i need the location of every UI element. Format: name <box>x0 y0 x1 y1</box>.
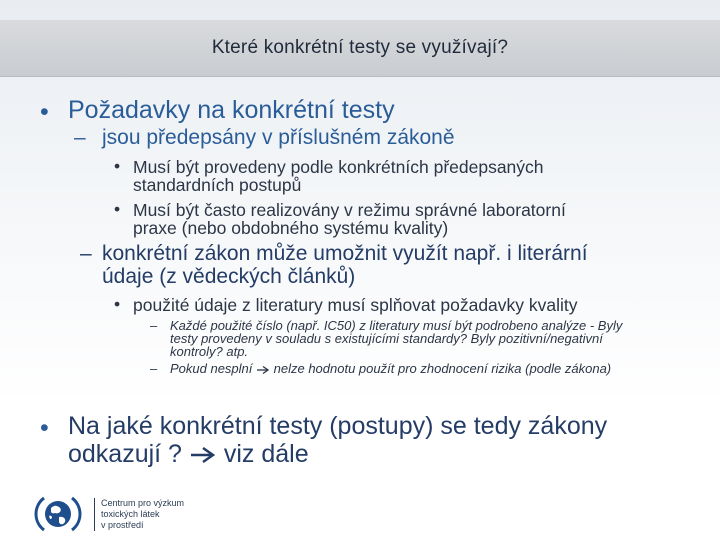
logo-line: Centrum pro výzkum <box>101 498 185 508</box>
bullet-marker: • <box>40 98 49 126</box>
slide-title: Které konkrétní testy se využívají? <box>211 37 509 58</box>
dash-marker: – <box>74 126 86 149</box>
bullet-marker: • <box>114 199 121 219</box>
bullet-ic50-2: testy provedeny v souladu s existujícími standardy? Byly pozitivní/negativní <box>170 331 603 346</box>
arrow-right-icon <box>256 365 270 375</box>
bullet-which-tests-2 <box>68 440 309 469</box>
logo-text <box>94 498 184 531</box>
bullet-literature-1: konkrétní zákon může umožnit využít např. i literární <box>102 242 588 265</box>
bullet-standard-procedures-2: standardních postupů <box>133 175 302 195</box>
bullet-requirements: Požadavky na konkrétní testy <box>68 96 395 124</box>
bullet-standard-procedures-1: Musí být provedeny podle konkrétních předepsaných <box>133 157 544 177</box>
dash-marker: – <box>150 361 158 376</box>
bullet-prescribed-by-law: jsou předepsány v příslušném zákoně <box>102 126 455 149</box>
bullet-not-met-pre: Pokud nesplní <box>170 361 257 376</box>
bullet-quality-requirements: použité údaje z literatury musí splňovat požadavky kvality <box>133 295 578 315</box>
bullet-which-tests-pre: odkazují ? <box>68 440 189 468</box>
bullet-ic50-3: kontroly? atp. <box>170 344 249 359</box>
bullet-marker: • <box>40 414 49 442</box>
dash-marker: – <box>80 242 92 265</box>
bullet-glp-1: Musí být často realizovány v režimu správné laboratorní <box>133 200 566 220</box>
bullet-marker: • <box>114 156 121 176</box>
globe-logo-icon <box>34 490 82 538</box>
arrow-right-icon <box>189 445 217 465</box>
bullet-not-met <box>170 361 611 376</box>
bullet-which-tests-post: viz dále <box>216 440 309 468</box>
bullet-literature-2: údaje (z vědeckých článků) <box>102 265 356 288</box>
bullet-ic50-1: Každé použité číslo (např. IC50) z literatury musí být podrobeno analýze - Byly <box>170 318 623 333</box>
logo-line: v prostředí <box>101 520 144 530</box>
bullet-glp-2: praxe (nebo obdobného systému kvality) <box>133 218 449 238</box>
logo-line: toxických látek <box>101 509 160 519</box>
bullet-which-tests-1: Na jaké konkrétní testy (postupy) se tedy zákony <box>68 412 608 440</box>
bullet-marker: • <box>114 294 121 314</box>
bullet-not-met-post: nelze hodnotu použít pro zhodnocení rizika (podle zákona) <box>273 361 612 376</box>
dash-marker: – <box>150 318 158 333</box>
